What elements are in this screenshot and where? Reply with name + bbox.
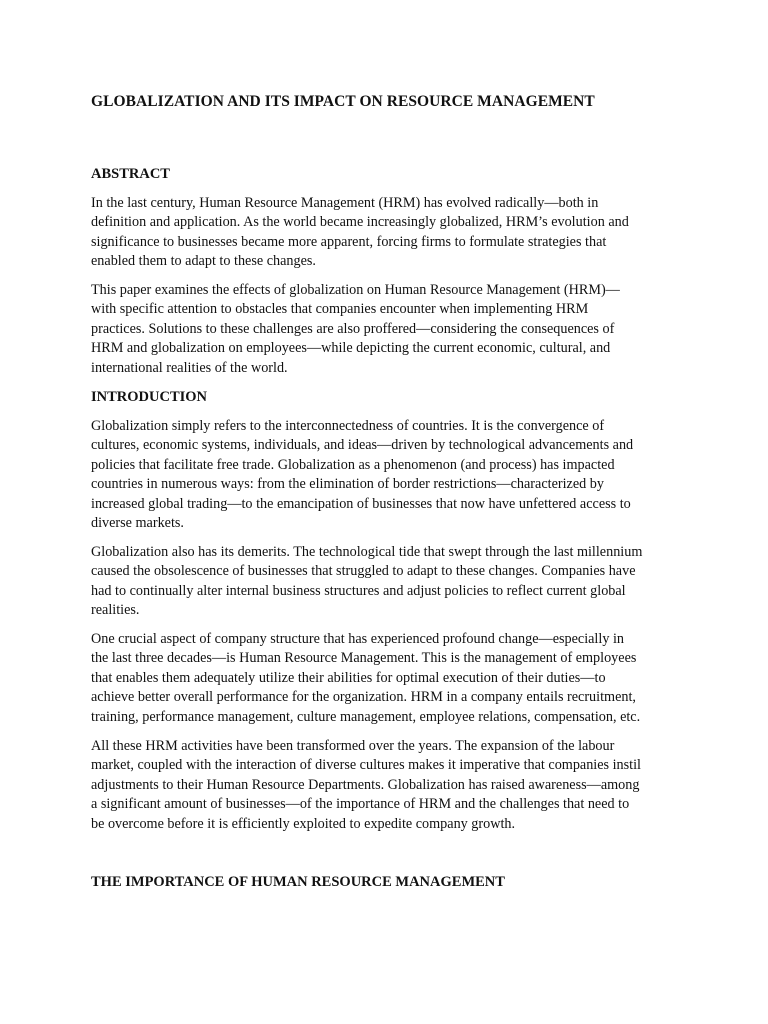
text-line: achieve better overall performance for the organization. HRM in a company entails recruitment, <box>91 689 636 706</box>
text-line: training, performance management, culture management, employee relations, compensation, etc. <box>91 708 641 725</box>
text-line: enabled them to adapt to these changes. <box>91 253 316 270</box>
text-line: with specific attention to obstacles that companies encounter when implementing HRM <box>91 301 589 318</box>
text-line: Globalization simply refers to the interconnectedness of countries. It is the convergence of <box>91 418 605 434</box>
introduction-paragraph-2 <box>91 543 642 621</box>
text-line: One crucial aspect of company structure that has experienced profound change—especially in <box>91 631 624 647</box>
text-line: international realities of the world. <box>91 359 288 376</box>
abstract-paragraph-2 <box>91 281 620 378</box>
text-line: increased global trading—to the emancipation of businesses that now have unfettered access to <box>91 495 631 512</box>
text-line: All these HRM activities have been transformed over the years. The expansion of the labour <box>91 738 615 754</box>
text-line: policies that facilitate free trade. Globalization as a phenomenon (and process) has impacted <box>91 456 615 473</box>
text-line: a significant amount of businesses—of the importance of HRM and the challenges that need to <box>91 796 630 813</box>
text-line: significance to businesses became more apparent, forcing firms to formulate strategies that <box>91 233 607 250</box>
text-line: the last three decades—is Human Resource Management. This is the management of employees <box>91 650 637 667</box>
section-heading-abstract: ABSTRACT <box>91 166 170 182</box>
text-line: This paper examines the effects of globalization on Human Resource Management (HRM)— <box>91 282 620 298</box>
text-line: market, coupled with the interaction of diverse cultures makes it imperative that companies instil <box>91 757 641 774</box>
text-line: caused the obsolescence of businesses that struggled to adapt to these changes. Companies have <box>91 563 636 580</box>
abstract-paragraph-1 <box>91 194 629 272</box>
text-line: diverse markets. <box>91 515 184 532</box>
text-line: adjustments to their Human Resource Departments. Globalization has raised awareness—among <box>91 776 640 793</box>
text-line: realities. <box>91 602 140 619</box>
text-line: be overcome before it is efficiently exploited to expedite company growth. <box>91 815 516 832</box>
text-line: cultures, economic systems, individuals, and ideas—driven by technological advancements and <box>91 437 634 454</box>
text-line: HRM and globalization on employees—while depicting the current economic, cultural, and <box>91 340 611 357</box>
text-line: countries in numerous ways: from the elimination of border restrictions—characterized by <box>91 476 604 493</box>
section-heading-introduction: INTRODUCTION <box>91 389 208 405</box>
document-title: GLOBALIZATION AND ITS IMPACT ON RESOURCE MANAGEMENT <box>91 93 595 110</box>
section-heading-importance-of-hrm: THE IMPORTANCE OF HUMAN RESOURCE MANAGEMENT <box>91 874 505 890</box>
introduction-paragraph-3 <box>91 630 640 727</box>
introduction-paragraph-1 <box>91 417 633 533</box>
text-line: practices. Solutions to these challenges are also proffered—considering the consequences of <box>91 320 615 337</box>
introduction-paragraph-4 <box>91 737 641 834</box>
text-line: definition and application. As the world became increasingly globalized, HRM’s evolution and <box>91 214 629 231</box>
text-line: Globalization also has its demerits. The technological tide that swept through the last millennium <box>91 544 643 560</box>
text-line: that enables them adequately utilize their abilities for optimal execution of their duties—to <box>91 669 606 686</box>
text-line: had to continually alter internal business structures and adjust policies to reflect current global <box>91 582 626 599</box>
text-line: In the last century, Human Resource Management (HRM) has evolved radically—both in <box>91 195 599 211</box>
